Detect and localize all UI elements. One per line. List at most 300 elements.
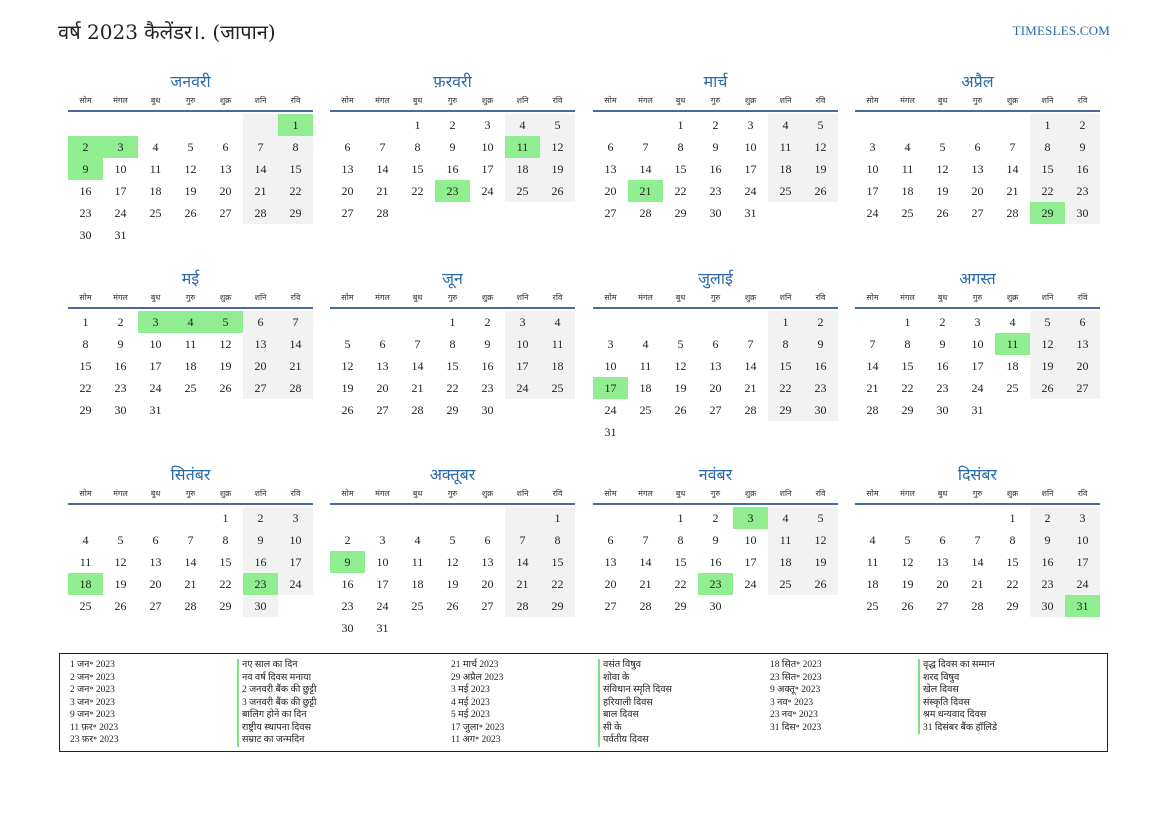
calendar-day[interactable]: 22 xyxy=(411,184,424,198)
calendar-day[interactable]: 22 xyxy=(674,184,687,198)
calendar-day[interactable]: 25 xyxy=(149,206,162,220)
calendar-day[interactable]: 26 xyxy=(540,180,575,202)
calendar-day[interactable]: 24 xyxy=(481,184,494,198)
calendar-day[interactable]: 6 xyxy=(243,311,278,333)
calendar-day[interactable]: 11 xyxy=(540,333,575,355)
calendar-day[interactable]: 3 xyxy=(747,118,754,132)
calendar-day[interactable]: 27 xyxy=(709,403,722,417)
calendar-day[interactable]: 21 xyxy=(411,381,424,395)
calendar-day[interactable]: 21 xyxy=(866,381,879,395)
calendar-day[interactable]: 22 xyxy=(1030,180,1065,202)
calendar-day[interactable]: 15 xyxy=(219,555,232,569)
calendar-day[interactable]: 18 xyxy=(768,158,803,180)
calendar-day[interactable]: 23 xyxy=(1030,573,1065,595)
calendar-day[interactable]: 30 xyxy=(803,399,838,421)
calendar-day[interactable]: 5 xyxy=(677,337,684,351)
calendar-day[interactable]: 30 xyxy=(1065,202,1100,224)
calendar-day[interactable]: 6 xyxy=(484,533,491,547)
calendar-day[interactable]: 29 xyxy=(446,403,459,417)
calendar-day[interactable]: 15 xyxy=(901,359,914,373)
calendar-day[interactable]: 26 xyxy=(184,206,197,220)
calendar-day[interactable]: 4 xyxy=(173,311,208,333)
calendar-day[interactable]: 9 xyxy=(1065,136,1100,158)
calendar-day[interactable]: 18 xyxy=(866,577,879,591)
calendar-day[interactable]: 10 xyxy=(744,533,757,547)
calendar-day[interactable]: 22 xyxy=(901,381,914,395)
calendar-day[interactable]: 5 xyxy=(208,311,243,333)
calendar-day[interactable]: 31 xyxy=(114,228,127,242)
calendar-day[interactable]: 28 xyxy=(376,206,389,220)
calendar-day[interactable]: 23 xyxy=(698,573,733,595)
calendar-day[interactable]: 15 xyxy=(674,162,687,176)
calendar-day[interactable]: 17 xyxy=(114,184,127,198)
calendar-day[interactable]: 4 xyxy=(768,507,803,529)
calendar-day[interactable]: 17 xyxy=(376,577,389,591)
calendar-day[interactable]: 24 xyxy=(744,184,757,198)
calendar-day[interactable]: 10 xyxy=(481,140,494,154)
calendar-day[interactable]: 21 xyxy=(628,180,663,202)
calendar-day[interactable]: 20 xyxy=(219,184,232,198)
calendar-day[interactable]: 4 xyxy=(82,533,89,547)
calendar-day[interactable]: 20 xyxy=(243,355,278,377)
calendar-day[interactable]: 28 xyxy=(1006,206,1019,220)
calendar-day[interactable]: 1 xyxy=(904,315,911,329)
calendar-day[interactable]: 26 xyxy=(219,381,232,395)
calendar-day[interactable]: 11 xyxy=(505,136,540,158)
calendar-day[interactable]: 28 xyxy=(971,599,984,613)
calendar-day[interactable]: 22 xyxy=(79,381,92,395)
calendar-day[interactable]: 22 xyxy=(1006,577,1019,591)
calendar-day[interactable]: 12 xyxy=(803,136,838,158)
calendar-day[interactable]: 6 xyxy=(712,337,719,351)
calendar-day[interactable]: 13 xyxy=(971,162,984,176)
calendar-day[interactable]: 12 xyxy=(936,162,949,176)
calendar-day[interactable]: 27 xyxy=(219,206,232,220)
calendar-day[interactable]: 2 xyxy=(117,315,124,329)
calendar-day[interactable]: 6 xyxy=(1065,311,1100,333)
calendar-day[interactable]: 4 xyxy=(540,311,575,333)
calendar-day[interactable]: 15 xyxy=(278,158,313,180)
calendar-day[interactable]: 5 xyxy=(939,140,946,154)
calendar-day[interactable]: 18 xyxy=(68,573,103,595)
calendar-day[interactable]: 14 xyxy=(184,555,197,569)
calendar-day[interactable]: 16 xyxy=(1030,551,1065,573)
calendar-day[interactable]: 9 xyxy=(449,140,456,154)
calendar-day[interactable]: 18 xyxy=(505,158,540,180)
calendar-day[interactable]: 4 xyxy=(505,114,540,136)
calendar-day[interactable]: 7 xyxy=(414,337,421,351)
calendar-day[interactable]: 18 xyxy=(901,184,914,198)
calendar-day[interactable]: 19 xyxy=(341,381,354,395)
calendar-day[interactable]: 5 xyxy=(904,533,911,547)
calendar-day[interactable]: 10 xyxy=(376,555,389,569)
calendar-day[interactable]: 22 xyxy=(278,180,313,202)
calendar-day[interactable]: 10 xyxy=(278,529,313,551)
calendar-day[interactable]: 17 xyxy=(971,359,984,373)
calendar-day[interactable]: 12 xyxy=(540,136,575,158)
calendar-day[interactable]: 26 xyxy=(901,599,914,613)
calendar-day[interactable]: 17 xyxy=(149,359,162,373)
calendar-day[interactable]: 10 xyxy=(1065,529,1100,551)
calendar-day[interactable]: 30 xyxy=(936,403,949,417)
calendar-day[interactable]: 7 xyxy=(243,136,278,158)
calendar-day[interactable]: 24 xyxy=(278,573,313,595)
calendar-day[interactable]: 8 xyxy=(540,529,575,551)
calendar-day[interactable]: 24 xyxy=(1065,573,1100,595)
calendar-day[interactable]: 13 xyxy=(481,555,494,569)
calendar-day[interactable]: 10 xyxy=(149,337,162,351)
calendar-day[interactable]: 9 xyxy=(243,529,278,551)
calendar-day[interactable]: 2 xyxy=(68,136,103,158)
calendar-day[interactable]: 29 xyxy=(901,403,914,417)
calendar-day[interactable]: 6 xyxy=(607,140,614,154)
calendar-day[interactable]: 5 xyxy=(344,337,351,351)
calendar-day[interactable]: 31 xyxy=(744,206,757,220)
calendar-day[interactable]: 18 xyxy=(1006,359,1019,373)
calendar-day[interactable]: 25 xyxy=(411,599,424,613)
calendar-day[interactable]: 8 xyxy=(82,337,89,351)
calendar-day[interactable]: 27 xyxy=(481,599,494,613)
calendar-day[interactable]: 10 xyxy=(604,359,617,373)
calendar-day[interactable]: 4 xyxy=(152,140,159,154)
calendar-day[interactable]: 9 xyxy=(68,158,103,180)
calendar-day[interactable]: 18 xyxy=(540,355,575,377)
calendar-day[interactable]: 27 xyxy=(971,206,984,220)
calendar-day[interactable]: 27 xyxy=(149,599,162,613)
calendar-day[interactable]: 28 xyxy=(639,206,652,220)
calendar-day[interactable]: 23 xyxy=(481,381,494,395)
calendar-day[interactable]: 24 xyxy=(114,206,127,220)
calendar-day[interactable]: 15 xyxy=(446,359,459,373)
calendar-day[interactable]: 17 xyxy=(505,355,540,377)
calendar-day[interactable]: 26 xyxy=(936,206,949,220)
calendar-day[interactable]: 21 xyxy=(971,577,984,591)
calendar-day[interactable]: 16 xyxy=(936,359,949,373)
calendar-day[interactable]: 15 xyxy=(1030,158,1065,180)
calendar-day[interactable]: 7 xyxy=(747,337,754,351)
calendar-day[interactable]: 12 xyxy=(446,555,459,569)
calendar-day[interactable]: 10 xyxy=(866,162,879,176)
calendar-day[interactable]: 1 xyxy=(677,511,684,525)
calendar-day[interactable]: 3 xyxy=(484,118,491,132)
calendar-day[interactable]: 11 xyxy=(995,333,1030,355)
calendar-day[interactable]: 9 xyxy=(712,533,719,547)
calendar-day[interactable]: 11 xyxy=(768,136,803,158)
calendar-day[interactable]: 8 xyxy=(768,333,803,355)
calendar-day[interactable]: 18 xyxy=(184,359,197,373)
calendar-day[interactable]: 16 xyxy=(709,555,722,569)
calendar-day[interactable]: 3 xyxy=(103,136,138,158)
calendar-day[interactable]: 26 xyxy=(341,403,354,417)
calendar-day[interactable]: 13 xyxy=(341,162,354,176)
calendar-day[interactable]: 23 xyxy=(1065,180,1100,202)
calendar-day[interactable]: 30 xyxy=(79,228,92,242)
calendar-day[interactable]: 9 xyxy=(330,551,365,573)
calendar-day[interactable]: 21 xyxy=(376,184,389,198)
calendar-day[interactable]: 27 xyxy=(604,599,617,613)
calendar-day[interactable]: 1 xyxy=(1009,511,1016,525)
calendar-day[interactable]: 1 xyxy=(540,507,575,529)
calendar-day[interactable]: 2 xyxy=(1030,507,1065,529)
calendar-day[interactable]: 28 xyxy=(744,403,757,417)
calendar-day[interactable]: 15 xyxy=(1006,555,1019,569)
calendar-day[interactable]: 23 xyxy=(803,377,838,399)
calendar-day[interactable]: 24 xyxy=(149,381,162,395)
calendar-day[interactable]: 25 xyxy=(768,573,803,595)
calendar-day[interactable]: 5 xyxy=(187,140,194,154)
calendar-day[interactable]: 3 xyxy=(974,315,981,329)
calendar-day[interactable]: 23 xyxy=(936,381,949,395)
calendar-day[interactable]: 3 xyxy=(379,533,386,547)
calendar-day[interactable]: 16 xyxy=(1065,158,1100,180)
calendar-day[interactable]: 5 xyxy=(803,114,838,136)
calendar-day[interactable]: 21 xyxy=(243,180,278,202)
calendar-day[interactable]: 19 xyxy=(219,359,232,373)
calendar-day[interactable]: 19 xyxy=(184,184,197,198)
calendar-day[interactable]: 25 xyxy=(184,381,197,395)
calendar-day[interactable]: 30 xyxy=(709,599,722,613)
calendar-day[interactable]: 1 xyxy=(449,315,456,329)
calendar-day[interactable]: 14 xyxy=(639,555,652,569)
calendar-day[interactable]: 27 xyxy=(376,403,389,417)
calendar-day[interactable]: 5 xyxy=(449,533,456,547)
calendar-day[interactable]: 21 xyxy=(744,381,757,395)
calendar-day[interactable]: 26 xyxy=(803,180,838,202)
calendar-day[interactable]: 4 xyxy=(869,533,876,547)
calendar-day[interactable]: 15 xyxy=(79,359,92,373)
calendar-day[interactable]: 21 xyxy=(639,577,652,591)
calendar-day[interactable]: 28 xyxy=(866,403,879,417)
calendar-day[interactable]: 16 xyxy=(446,162,459,176)
calendar-day[interactable]: 15 xyxy=(540,551,575,573)
calendar-day[interactable]: 20 xyxy=(341,184,354,198)
calendar-day[interactable]: 14 xyxy=(866,359,879,373)
calendar-day[interactable]: 2 xyxy=(449,118,456,132)
calendar-day[interactable]: 14 xyxy=(243,158,278,180)
calendar-day[interactable]: 30 xyxy=(709,206,722,220)
calendar-day[interactable]: 25 xyxy=(79,599,92,613)
calendar-day[interactable]: 20 xyxy=(604,184,617,198)
calendar-day[interactable]: 23 xyxy=(243,573,278,595)
calendar-day[interactable]: 27 xyxy=(1065,377,1100,399)
calendar-day[interactable]: 26 xyxy=(446,599,459,613)
calendar-day[interactable]: 3 xyxy=(869,140,876,154)
calendar-day[interactable]: 30 xyxy=(1030,595,1065,617)
calendar-day[interactable]: 8 xyxy=(449,337,456,351)
calendar-day[interactable]: 14 xyxy=(639,162,652,176)
calendar-day[interactable]: 2 xyxy=(243,507,278,529)
calendar-day[interactable]: 22 xyxy=(540,573,575,595)
calendar-day[interactable]: 25 xyxy=(768,180,803,202)
calendar-day[interactable]: 29 xyxy=(1006,599,1019,613)
calendar-day[interactable]: 16 xyxy=(114,359,127,373)
calendar-day[interactable]: 23 xyxy=(79,206,92,220)
calendar-day[interactable]: 25 xyxy=(1006,381,1019,395)
calendar-day[interactable]: 31 xyxy=(376,621,389,635)
calendar-day[interactable]: 3 xyxy=(1065,507,1100,529)
calendar-day[interactable]: 2 xyxy=(712,511,719,525)
calendar-day[interactable]: 12 xyxy=(184,162,197,176)
calendar-day[interactable]: 20 xyxy=(376,381,389,395)
calendar-day[interactable]: 11 xyxy=(901,162,914,176)
calendar-day[interactable]: 20 xyxy=(936,577,949,591)
calendar-day[interactable]: 13 xyxy=(149,555,162,569)
calendar-day[interactable]: 22 xyxy=(768,377,803,399)
calendar-day[interactable]: 14 xyxy=(411,359,424,373)
calendar-day[interactable]: 1 xyxy=(278,114,313,136)
calendar-day[interactable]: 7 xyxy=(869,337,876,351)
calendar-day[interactable]: 28 xyxy=(639,599,652,613)
calendar-day[interactable]: 19 xyxy=(1030,355,1065,377)
calendar-day[interactable]: 26 xyxy=(114,599,127,613)
calendar-day[interactable]: 6 xyxy=(222,140,229,154)
calendar-day[interactable]: 24 xyxy=(376,599,389,613)
calendar-day[interactable]: 16 xyxy=(709,162,722,176)
calendar-day[interactable]: 2 xyxy=(803,311,838,333)
calendar-day[interactable]: 7 xyxy=(379,140,386,154)
calendar-day[interactable]: 8 xyxy=(677,140,684,154)
calendar-day[interactable]: 31 xyxy=(149,403,162,417)
calendar-day[interactable]: 14 xyxy=(278,333,313,355)
calendar-day[interactable]: 7 xyxy=(642,533,649,547)
calendar-day[interactable]: 29 xyxy=(219,599,232,613)
calendar-day[interactable]: 14 xyxy=(505,551,540,573)
calendar-day[interactable]: 1 xyxy=(1030,114,1065,136)
calendar-day[interactable]: 4 xyxy=(414,533,421,547)
calendar-day[interactable]: 9 xyxy=(803,333,838,355)
calendar-day[interactable]: 28 xyxy=(505,595,540,617)
calendar-day[interactable]: 11 xyxy=(866,555,879,569)
calendar-day[interactable]: 17 xyxy=(481,162,494,176)
calendar-day[interactable]: 20 xyxy=(604,577,617,591)
calendar-day[interactable]: 10 xyxy=(744,140,757,154)
calendar-day[interactable]: 3 xyxy=(607,337,614,351)
calendar-day[interactable]: 5 xyxy=(540,114,575,136)
calendar-day[interactable]: 4 xyxy=(642,337,649,351)
calendar-day[interactable]: 6 xyxy=(974,140,981,154)
calendar-day[interactable]: 10 xyxy=(971,337,984,351)
calendar-day[interactable]: 12 xyxy=(341,359,354,373)
calendar-day[interactable]: 27 xyxy=(604,206,617,220)
calendar-day[interactable]: 18 xyxy=(768,551,803,573)
calendar-day[interactable]: 14 xyxy=(971,555,984,569)
calendar-day[interactable]: 3 xyxy=(733,507,768,529)
calendar-day[interactable]: 19 xyxy=(114,577,127,591)
calendar-day[interactable]: 21 xyxy=(505,573,540,595)
calendar-day[interactable]: 8 xyxy=(278,136,313,158)
calendar-day[interactable]: 1 xyxy=(222,511,229,525)
calendar-day[interactable]: 3 xyxy=(278,507,313,529)
calendar-day[interactable]: 23 xyxy=(341,599,354,613)
calendar-day[interactable]: 19 xyxy=(674,381,687,395)
calendar-day[interactable]: 17 xyxy=(278,551,313,573)
calendar-day[interactable]: 24 xyxy=(505,377,540,399)
calendar-day[interactable]: 4 xyxy=(1009,315,1016,329)
calendar-day[interactable]: 17 xyxy=(744,162,757,176)
calendar-day[interactable]: 12 xyxy=(219,337,232,351)
calendar-day[interactable]: 16 xyxy=(79,184,92,198)
calendar-day[interactable]: 20 xyxy=(481,577,494,591)
calendar-day[interactable]: 24 xyxy=(744,577,757,591)
calendar-day[interactable]: 11 xyxy=(639,359,652,373)
calendar-day[interactable]: 30 xyxy=(243,595,278,617)
calendar-day[interactable]: 16 xyxy=(341,577,354,591)
calendar-day[interactable]: 5 xyxy=(117,533,124,547)
calendar-day[interactable]: 10 xyxy=(505,333,540,355)
calendar-day[interactable]: 5 xyxy=(803,507,838,529)
calendar-day[interactable]: 29 xyxy=(768,399,803,421)
calendar-day[interactable]: 26 xyxy=(1030,377,1065,399)
calendar-day[interactable]: 2 xyxy=(939,315,946,329)
calendar-day[interactable]: 25 xyxy=(540,377,575,399)
calendar-day[interactable]: 22 xyxy=(674,577,687,591)
calendar-day[interactable]: 31 xyxy=(971,403,984,417)
calendar-day[interactable]: 9 xyxy=(712,140,719,154)
calendar-day[interactable]: 12 xyxy=(674,359,687,373)
calendar-day[interactable]: 29 xyxy=(1030,202,1065,224)
calendar-day[interactable]: 31 xyxy=(1065,595,1100,617)
calendar-day[interactable]: 13 xyxy=(604,162,617,176)
calendar-day[interactable]: 17 xyxy=(866,184,879,198)
calendar-day[interactable]: 26 xyxy=(674,403,687,417)
calendar-day[interactable]: 6 xyxy=(152,533,159,547)
calendar-day[interactable]: 7 xyxy=(1009,140,1016,154)
calendar-day[interactable]: 13 xyxy=(604,555,617,569)
calendar-day[interactable]: 27 xyxy=(341,206,354,220)
calendar-day[interactable]: 25 xyxy=(639,403,652,417)
calendar-day[interactable]: 3 xyxy=(138,311,173,333)
calendar-day[interactable]: 11 xyxy=(411,555,424,569)
calendar-day[interactable]: 19 xyxy=(803,551,838,573)
calendar-day[interactable]: 8 xyxy=(222,533,229,547)
calendar-day[interactable]: 17 xyxy=(1065,551,1100,573)
calendar-day[interactable]: 24 xyxy=(866,206,879,220)
calendar-day[interactable]: 7 xyxy=(642,140,649,154)
calendar-day[interactable]: 21 xyxy=(184,577,197,591)
calendar-day[interactable]: 8 xyxy=(1009,533,1016,547)
calendar-day[interactable]: 28 xyxy=(411,403,424,417)
calendar-day[interactable]: 19 xyxy=(446,577,459,591)
calendar-day[interactable]: 30 xyxy=(114,403,127,417)
calendar-day[interactable]: 4 xyxy=(904,140,911,154)
calendar-day[interactable]: 20 xyxy=(971,184,984,198)
calendar-day[interactable]: 15 xyxy=(674,555,687,569)
calendar-day[interactable]: 10 xyxy=(114,162,127,176)
calendar-day[interactable]: 11 xyxy=(79,555,92,569)
calendar-day[interactable]: 20 xyxy=(709,381,722,395)
calendar-day[interactable]: 17 xyxy=(744,555,757,569)
calendar-day[interactable]: 5 xyxy=(1030,311,1065,333)
calendar-day[interactable]: 2 xyxy=(344,533,351,547)
calendar-day[interactable]: 15 xyxy=(768,355,803,377)
calendar-day[interactable]: 29 xyxy=(674,599,687,613)
calendar-day[interactable]: 19 xyxy=(540,158,575,180)
calendar-day[interactable]: 29 xyxy=(278,202,313,224)
calendar-day[interactable]: 21 xyxy=(1006,184,1019,198)
calendar-day[interactable]: 22 xyxy=(446,381,459,395)
calendar-day[interactable]: 14 xyxy=(376,162,389,176)
calendar-day[interactable]: 6 xyxy=(344,140,351,154)
calendar-day[interactable]: 1 xyxy=(414,118,421,132)
calendar-day[interactable]: 13 xyxy=(243,333,278,355)
calendar-day[interactable]: 9 xyxy=(939,337,946,351)
calendar-day[interactable]: 12 xyxy=(114,555,127,569)
calendar-day[interactable]: 18 xyxy=(411,577,424,591)
calendar-day[interactable]: 30 xyxy=(341,621,354,635)
calendar-day[interactable]: 8 xyxy=(904,337,911,351)
calendar-day[interactable]: 16 xyxy=(481,359,494,373)
calendar-day[interactable]: 3 xyxy=(505,311,540,333)
